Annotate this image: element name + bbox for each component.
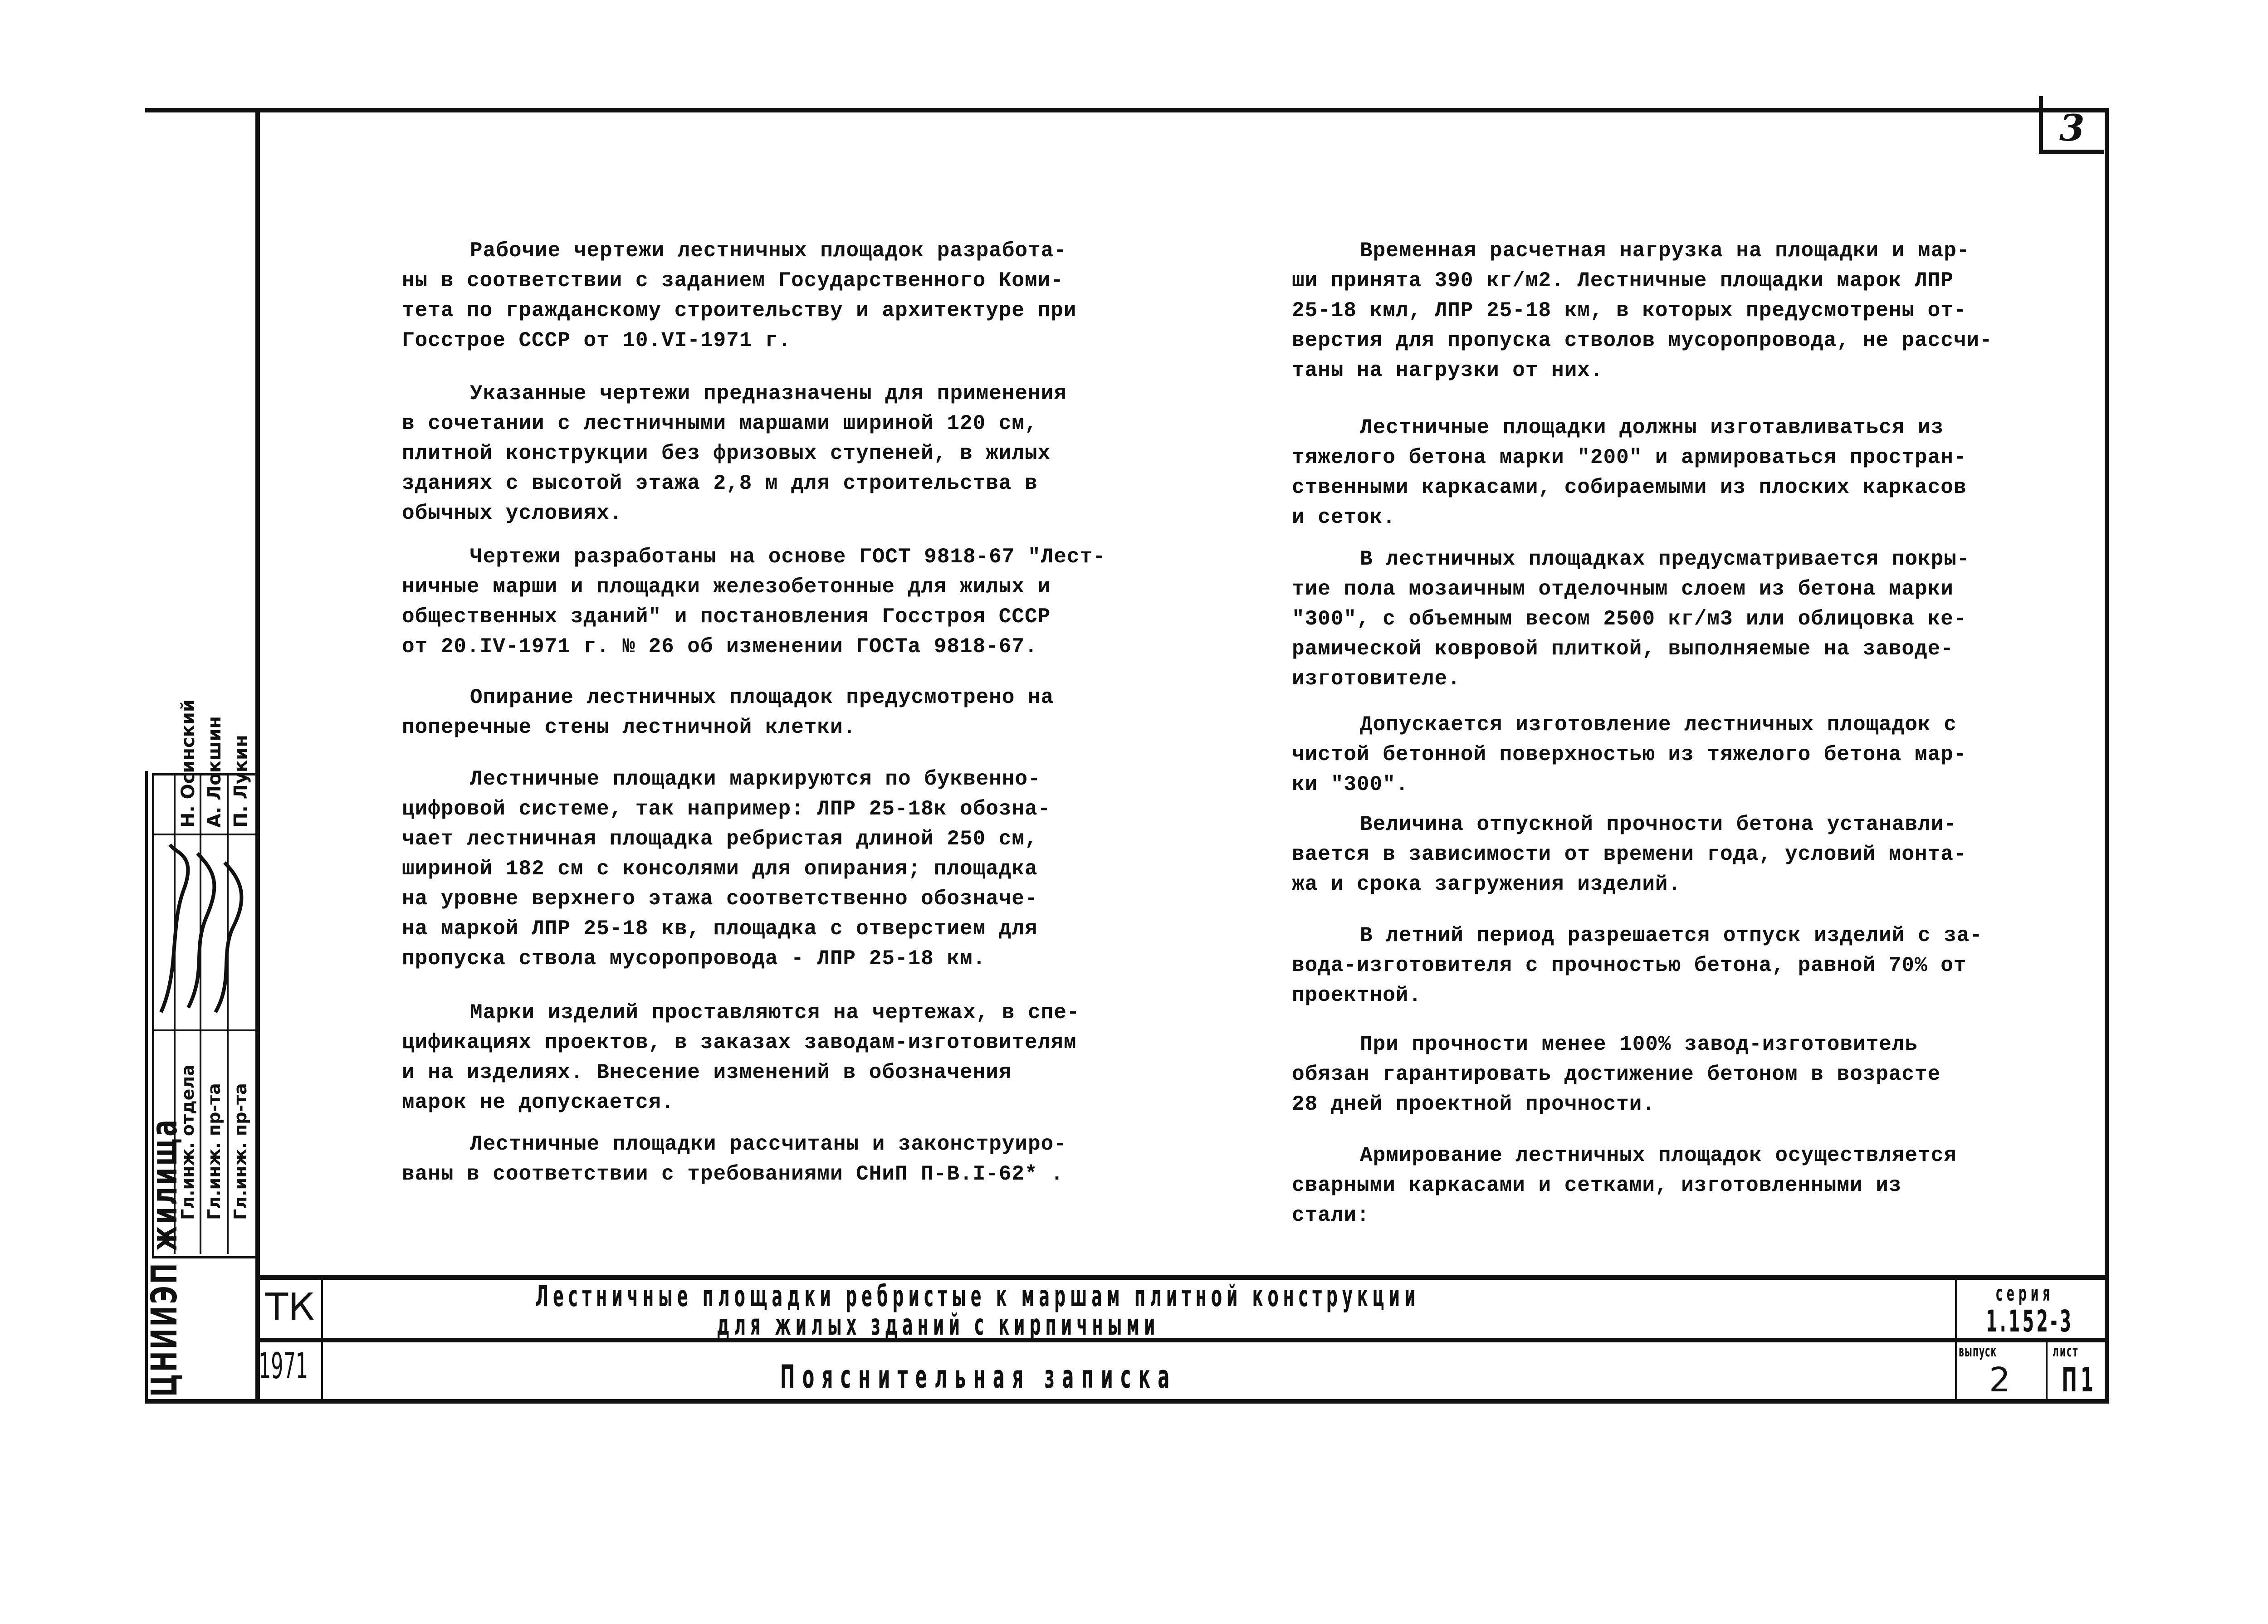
paragraph [402,998,1080,1117]
text-line: Чертежи разработаны на основе ГОСТ 9818-67 "Лест- [470,545,1106,569]
text-line: Временная расчетная нагрузка на площадки и мар- [1360,239,1970,263]
text-line: чистой бетонной поверхностью из тяжелого бетона мар- [1292,743,1967,766]
text-line: в сочетании с лестничными маршами шириной 120 см, [402,412,1038,435]
text-line: При прочности менее 100% завод-изготовитель [1360,1033,1918,1056]
paragraph [402,379,1067,528]
text-line: марок не допускается. [402,1091,675,1114]
organization-logo [144,998,185,1397]
stamp-role: Гл.инж. пр-та [204,1083,224,1220]
text-line: поперечные стены лестничной клетки. [402,716,856,739]
frame-top-line [145,108,2109,112]
paragraph [1292,544,1970,694]
text-line: обязан гарантировать достижение бетоном в возрасте [1292,1063,1941,1086]
text-line: Лестничные площадки маркируются по буквенно- [470,767,1041,791]
subtitle [780,1358,1502,1395]
paragraph [1292,710,1966,800]
sheet-label [2053,1342,2100,1361]
text-line: ны в соответствии с заданием Государственного Коми- [402,269,1064,293]
text-line: жа и срока загружения изделий. [1292,873,1681,896]
paragraph [402,236,1076,356]
title-block-bottom-line [145,1399,2109,1404]
title-line-2 [717,1308,1522,1342]
sheet-value [2062,1361,2126,1400]
stamp-name: Н. Осинский [178,699,199,828]
title-block-year: 1971 [259,1346,308,1387]
text-line: цифровой системе, так например: ЛПР 25-18к обозна- [402,797,1051,821]
text-line: чает лестничная площадка ребристая длиной 250 см, [402,827,1038,851]
stamp-name: А. Локшин [204,716,225,828]
text-line: и на изделиях. Внесение изменений в обозначения [402,1061,1012,1084]
signature-2 [188,853,214,1008]
text-line: на маркой ЛПР 25-18 кв, площадка с отверстием для [402,917,1038,941]
text-line: Величина отпускной прочности бетона устанавли- [1360,813,1957,836]
text-line: вода-изготовителя с прочностью бетона, равной 70% от [1292,954,1967,977]
signature-1 [161,844,188,1012]
text-line: рамической ковровой плиткой, выполняемые на заводе- [1292,637,1954,661]
text-line: Армирование лестничных площадок осуществляется [1360,1144,1957,1167]
text-line: Рабочие чертежи лестничных площадок разработа- [470,239,1067,263]
text-line: цификациях проектов, в заказах заводам-изготовителям [402,1031,1077,1054]
text-line: шириной 182 см с консолями для опирания; площадка [402,857,1038,881]
text-line: Госстрое СССР от 10.VI-1971 г. [402,329,792,352]
text-line: Лестничные площадки рассчитаны и законструиро- [470,1132,1067,1156]
text-line: зданиях с высотой этажа 2,8 м для строительства в [402,472,1038,495]
issue-value: 2 [1989,1361,2011,1400]
text-line: Указанные чертежи предназначены для применения [470,382,1067,405]
text-line: тета по гражданскому строительству и архитектуре при [402,299,1077,322]
issue-label [1959,1342,2028,1361]
title-block-code: ТК [265,1286,315,1329]
text-line: "300", с объемным весом 2500 кг/м3 или облицовка ке- [1292,607,1967,631]
series-value-text: 1.152-3 [1986,1304,2074,1339]
text-line: от 20.IV-1971 г. № 26 об изменении ГОСТа 9818-67. [402,635,1038,658]
organization-logo-text: ЦНИИЭП жилища [144,1117,185,1397]
text-line: пропуска ствола мусоропровода - ЛПР 25-18 км. [402,947,986,970]
frame-right-line [2105,109,2109,1404]
text-line: проектной. [1292,984,1422,1007]
text-line: 25-18 кмл, ЛПР 25-18 км, в которых предусмотрены от- [1292,299,1967,322]
issue-label-text: выпуск [1959,1342,1997,1361]
text-line: вается в зависимости от времени года, условий монта- [1292,843,1967,866]
paragraph [1292,1141,1957,1230]
stamp-role: Гл.инж. отдела [178,1064,198,1220]
paragraph [402,1129,1067,1189]
paragraph [1292,921,1983,1010]
paragraph [402,683,1054,742]
text-line: изготовителе. [1292,667,1461,691]
paragraph [402,542,1106,662]
title-block-issue-divider [2046,1340,2048,1401]
series-value [1986,1304,2146,1339]
text-line: таны на нагрузки от них. [1292,359,1603,382]
text-line: и сеток. [1292,506,1396,529]
series-label-text: серия [1996,1281,2054,1306]
text-line: В летний период разрешается отпуск изделий с за- [1360,924,1983,947]
title-block-top-line [258,1275,2108,1280]
text-line: общественных зданий" и постановления Госстроя СССР [402,605,1051,629]
text-line: В лестничных площадках предусматривается покры- [1360,547,1970,571]
text-line: ки "300". [1292,773,1409,796]
paragraph [1292,413,1966,532]
text-line: Опирание лестничных площадок предусмотрено на [470,686,1054,709]
paragraph [402,764,1051,974]
text-line: плитной конструкции без фризовых ступеней, в жилых [402,442,1051,465]
text-line: сварными каркасами и сетками, изготовленными из [1292,1174,1902,1197]
paragraph [1292,236,1993,385]
text-line: стали: [1292,1204,1370,1227]
text-line: Допускается изготовление лестничных площадок с [1360,713,1957,736]
paragraph [1292,810,1966,899]
subtitle-text: Пояснительная записка [780,1358,1177,1395]
paragraph [1292,1029,1941,1119]
title-block-code-divider [321,1277,323,1401]
sheet-value-text: П1 [2062,1361,2097,1400]
series-label [1996,1281,2102,1306]
title-line-2-text: для жилых зданий с кирпичными [717,1308,1160,1342]
text-line: обычных условиях. [402,502,623,525]
text-line: верстия для пропуска стволов мусоропровода, не рассчи- [1292,329,1993,352]
text-line: тие пола мозаичным отделочным слоем из бетона марки [1292,577,1954,601]
text-line: ваны в соответствии с требованиями СНиП П-В.I-62* . [402,1162,1064,1186]
signature-3 [215,863,241,1012]
text-line: 28 дней проектной прочности. [1292,1092,1655,1116]
sheet-label-text: лист [2053,1342,2079,1361]
text-line: ственными каркасами, собираемыми из плоских каркасов [1292,476,1967,499]
text-line: Марки изделий проставляются на чертежах, в спе- [470,1001,1080,1024]
text-line: на уровне верхнего этажа соответственно обозначе- [402,887,1038,911]
text-line: тяжелого бетона марки "200" и армироваться простран- [1292,446,1967,469]
stamp-name: П. Лукин [230,735,251,828]
title-line-1-text: Лестничные площадки ребристые к маршам плитной конструкции [535,1280,1420,1313]
stamp-role: Гл.инж. пр-та [230,1083,250,1220]
text-line: ничные марши и площадки железобетонные для жилых и [402,575,1051,599]
text-line: ши принята 390 кг/м2. Лестничные площадки марок ЛПР [1292,269,1954,293]
page-number: 3 [2059,107,2085,149]
text-line: Лестничные площадки должны изготавливаться из [1360,416,1944,439]
